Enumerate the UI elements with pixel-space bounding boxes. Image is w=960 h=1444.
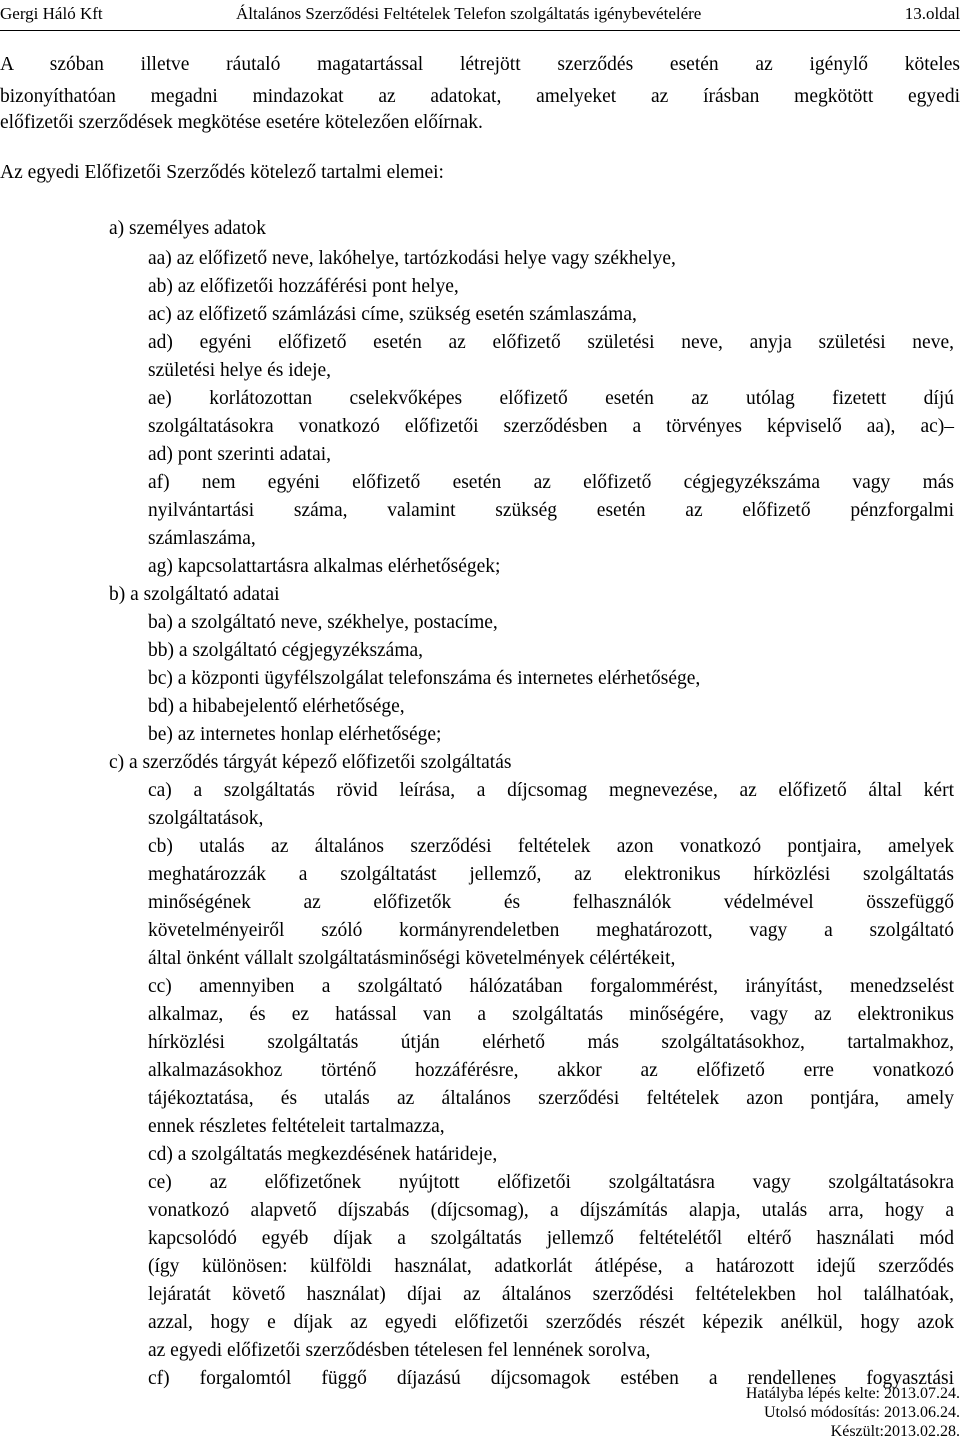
list-item: b) a szolgáltató adatai [109, 584, 280, 605]
list-item: által önként vállalt szolgáltatásminőségi követelmények célértékeit, [148, 948, 676, 969]
company-name: Gergi Háló Kft [0, 4, 103, 23]
list-item: minőségének az előfizetők és felhasználók védelmével összefüggő [148, 892, 954, 913]
list-item: ae) korlátozottan cselekvőképes előfizető esetén az utólag fizetett díjú [148, 388, 954, 409]
list-item: aa) az előfizető neve, lakóhelye, tartózkodási helye vagy székhelye, [148, 248, 676, 269]
list-item: ce) az előfizetőnek nyújtott előfizetői szolgáltatásra vagy szolgáltatásokra [148, 1172, 954, 1193]
document-title: Általános Szerződési Feltételek Telefon szolgáltatás igénybevételére [236, 4, 702, 23]
list-item: az egyedi előfizetői szerződésben tételesen fel lennének sorolva, [148, 1340, 651, 1361]
list-item: cb) utalás az általános szerződési feltételek azon vonatkozó pontjaira, amelyek [148, 836, 954, 857]
list-item: cc) amennyiben a szolgáltató hálózatában forgalommérést, irányítást, menedzselést [148, 976, 954, 997]
list-item: bc) a központi ügyfélszolgálat telefonszáma és internetes elérhetősége, [148, 668, 701, 689]
section-heading: Az egyedi Előfizetői Szerződés kötelező tartalmi elemei: [0, 162, 444, 183]
list-item: kapcsolódó egyéb díjak a szolgáltatás jellemző feltételétől eltérő használati mód [148, 1228, 954, 1249]
list-item: af) nem egyéni előfizető esetén az előfizető cégjegyzékszáma vagy más [148, 472, 954, 493]
created-date: Készült:2013.02.28. [830, 1423, 960, 1440]
list-item: lejáratát követő használat) díjai az általános szerződési feltételekben hol találhatóak, [148, 1284, 954, 1305]
list-item: c) a szerződés tárgyát képező előfizetői szolgáltatás [109, 752, 512, 773]
page-header [0, 4, 960, 30]
list-item: tájékoztatása, és utalás az általános szerződési feltételek azon pontjára, amely [148, 1088, 954, 1109]
list-item: nyilvántartási száma, valamint szükség esetén az előfizető pénzforgalmi [148, 500, 954, 521]
list-item: ad) pont szerinti adatai, [148, 444, 332, 465]
modified-date: Utolsó módosítás: 2013.06.24. [763, 1404, 960, 1421]
list-item: ab) az előfizetői hozzáférési pont helye, [148, 276, 459, 297]
list-item: születési helye és ideje, [148, 360, 332, 381]
list-item: ennek részletes feltételeit tartalmazza, [148, 1116, 445, 1137]
list-item: ca) a szolgáltatás rövid leírása, a díjcsomag megnevezése, az előfizető által kért [148, 780, 954, 801]
list-item: ac) az előfizető számlázási címe, szükség esetén számlaszáma, [148, 304, 637, 325]
list-item: cf) forgalomtól függő díjazású díjcsomagok estében a rendellenes fogyasztási [148, 1368, 954, 1389]
effective-date: Hatályba lépés kelte: 2013.07.24. [745, 1385, 960, 1402]
list-item: alkalmazásokhoz történő hozzáférésre, akkor az előfizető erre vonatkozó [148, 1060, 954, 1081]
list-item: (így különösen: külföldi használat, adatkorlát átlépése, a határozott idejű szerződés [148, 1256, 954, 1277]
list-item: szolgáltatásokra vonatkozó előfizetői szerződésben a törvényes képviselő aa), ac)– [148, 416, 954, 437]
list-item: vonatkozó alapvető díjszabás (díjcsomag), a díjszámítás alapja, utalás arra, hogy a [148, 1200, 954, 1221]
paragraph-line: bizonyíthatóan megadni mindazokat az adatokat, amelyeket az írásban megkötött egyedi [0, 86, 960, 107]
list-item: bd) a hibabejelentő elérhetősége, [148, 696, 405, 717]
list-item: bb) a szolgáltató cégjegyzékszáma, [148, 640, 424, 661]
header-divider [0, 30, 960, 31]
list-item: ad) egyéni előfizető esetén az előfizető születési neve, anyja születési neve, [148, 332, 954, 353]
list-item: a) személyes adatok [109, 218, 267, 239]
page-footer [560, 1384, 960, 1441]
list-item: ag) kapcsolattartásra alkalmas elérhetőségek; [148, 556, 501, 577]
list-item: szolgáltatások, [148, 808, 264, 829]
list-item: meghatározzák a szolgáltatást jellemző, az elektronikus hírközlési szolgáltatás [148, 864, 954, 885]
list-item: azzal, hogy e díjak az egyedi előfizetői szerződés részét képezik anélkül, hogy azok [148, 1312, 954, 1333]
page-number: 13.oldal [904, 4, 960, 23]
list-item: ba) a szolgáltató neve, székhelye, postacíme, [148, 612, 498, 633]
paragraph-line: A szóban illetve ráutaló magatartással létrejött szerződés esetén az igénylő köteles [0, 54, 960, 75]
list-item: hírközlési szolgáltatás útján elérhető más szolgáltatásokhoz, tartalmakhoz, [148, 1032, 954, 1053]
paragraph-line: előfizetői szerződések megkötése esetére kötelezően előírnak. [0, 112, 483, 133]
list-item: számlaszáma, [148, 528, 256, 549]
list-item: be) az internetes honlap elérhetősége; [148, 724, 442, 745]
list-item: cd) a szolgáltatás megkezdésének határideje, [148, 1144, 498, 1165]
list-item: alkalmaz, és ez hatással van a szolgáltatás minőségére, vagy az elektronikus [148, 1004, 954, 1025]
list-item: követelményeiről szóló kormányrendeletben meghatározott, vagy a szolgáltató [148, 920, 954, 941]
